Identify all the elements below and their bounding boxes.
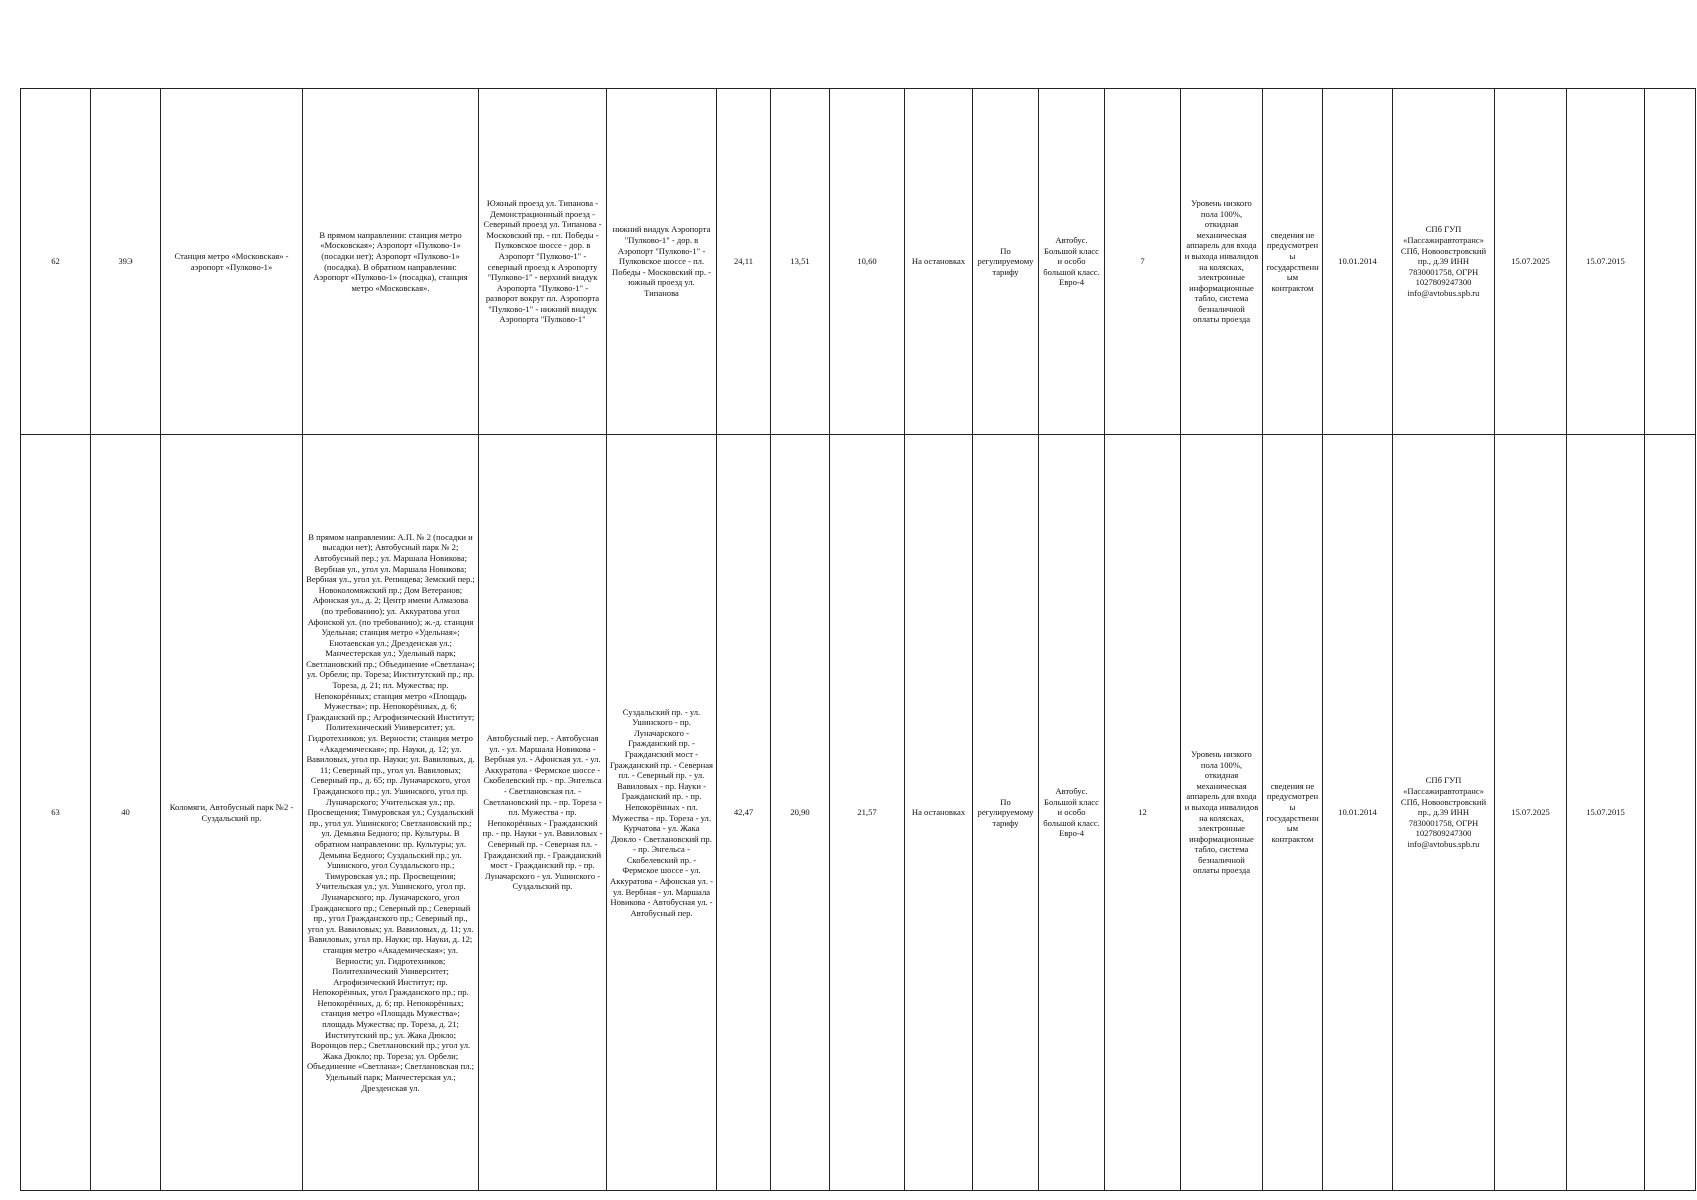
route-stops: В прямом направлении: станция метро «Московская»; Аэропорт «Пулково-1» (посадки нет); Аэропорт «Пулково-1» (посадка). В обратном направлении: Аэропорт «Пулково-1» (посадка), станция метро «Московская». (303, 89, 479, 435)
start-date: 10.01.2014 (1323, 89, 1393, 435)
vehicle-type: Автобус. Большой класс и особо большой класс. Евро-4 (1039, 89, 1105, 435)
route-streets-forward: Автобусный пер. - Автобусная ул. - ул. Маршала Новикова - Вербная ул. - Афонская ул. - ул. Аккуратова - Фермское шоссе - Скобелевский пр. - пр. Энгельса - Светлановская пл. - Светлановский пр. - пр. Тореза - пл. Мужества - пр. Непокорённых - Гражданский пр. - пр. Науки - ул. Вавиловых - Северный пр. - Северная пл. - Гражданский пр. - Гражданский мост - Гражданский пр. - пр. Луначарского - ул. Ушинского - Суздальский пр. (479, 435, 607, 1191)
vehicle-features: Уровень низкого пола 100%, откидная механическая аппарель для входа и выхода инвалидов на колясках, электронные информационные табло, система безналичной оплаты проезда (1181, 435, 1263, 1191)
contract-info: сведения не предусмотрены государственным контрактом (1263, 89, 1323, 435)
tariff-type: По регулируемому тарифу (973, 435, 1039, 1191)
route-name: Станция метро «Московская» - аэропорт «Пулково-1» (161, 89, 303, 435)
vehicle-count: 7 (1105, 89, 1181, 435)
route-index: 62 (21, 89, 91, 435)
carrier-info: СПб ГУП «Пассажиравтотранс» СПб, Новоовстровский пр., д.39 ИНН 7830001758, ОГРН 1027809247300 info@avtobus.spb.ru (1393, 435, 1495, 1191)
table-row (21, 435, 1696, 1191)
vehicle-type: Автобус. Большой класс и особо большой класс. Евро-4 (1039, 435, 1105, 1191)
route-length-forward: 20,90 (771, 435, 830, 1191)
route-index: 63 (21, 435, 91, 1191)
vehicle-features: Уровень низкого пола 100%, откидная механическая аппарель для входа и выхода инвалидов на колясках, электронные информационные табло, система безналичной оплаты проезда (1181, 89, 1263, 435)
empty-cell (1645, 89, 1696, 435)
empty-cell (1645, 435, 1696, 1191)
route-number: 39Э (91, 89, 161, 435)
route-number: 40 (91, 435, 161, 1191)
route-name: Коломяги, Автобусный парк №2 - Суздальский пр. (161, 435, 303, 1191)
route-streets-backward: Суздальский пр. - ул. Ушинского - пр. Луначарского - Гражданский пр. - Гражданский мост - Гражданский пр. - Северная пл. - Северный пр. - ул. Вавиловых - пр. Науки - Гражданский пр. - пр. Непокорённых - пл. Мужества - пр. Тореза - ул. Курчатова - ул. Жака Дюкло - Светлановский пр. - пр. Энгельса - Скобелевский пр. - Фермское шоссе - ул. Аккуратова - Афонская ул. - ул. Вербная - ул. Маршала Новикова - Автобусная ул. - Автобусный пер. (607, 435, 717, 1191)
route-length-total: 42,47 (717, 435, 771, 1191)
stop-order: На остановках (905, 435, 973, 1191)
route-streets-backward: нижний виадук Аэропорта "Пулково-1" - дор. в Аэропорт "Пулково-1" - Пулковское шоссе - пл. Победы - Московский пр. - южный проезд ул. Типанова (607, 89, 717, 435)
date-cell-b: 15.07.2015 (1567, 435, 1645, 1191)
route-stops: В прямом направлении: А.П. № 2 (посадки и высадки нет); Автобусный парк № 2; Автобусный пер.; ул. Маршала Новикова; Вербная ул., угол ул. Маршала Новикова; Вербная ул., угол ул. Репищева; Земский пер.; Новоколомяжский пр.; Дом Ветеранов; Афонская ул., д. 2; Центр имени Алмазова (по требованию); ул. Аккуратова угол Афонской ул. (по требованию); ж.-д. станция Удельная; станция метро «Удельная»; Енотаевская ул.; Дрезденская ул.; Манчестерская ул.; Удельный парк; Светлановский пр.; Объединение «Светлана»; ул. Орбели; пр. Тореза; Институтский пр.; пр. Тореза, д. 21; пл. Мужества; пр. Непокорённых; станция метро «Площадь Мужества»; пр. Непокорённых, д. 6; Гражданский пр.; Агрофизический Институт; Политехнический Университет; ул. Гидротехников; ул. Верности; станция метро «Академическая»; пр. Науки, д. 12; ул. Вавиловых, угол пр. Науки; ул. Вавиловых, д. 11; Северный пр., угол ул. Вавиловых; Северный пр., д. 65; пр. Луначарского, угол Гражданского пр.; ул. Ушинского, угол пр. Луначарского; Учительская ул.; пр. Просвещения; Тимуровская ул.; Суздальский пр., угол ул. Ушинского; Светлановский пр.; ул. Демьяна Бедного; пр. Культуры. В обратном направлении: пр. Культуры; ул. Демьяна Бедного; Суздальский пр.; ул. Ушинского, угол Суздальского пр.; Тимуровская ул.; пр. Просвещения; Учительская ул.; ул. Ушинского, угол пр. Луначарского; пр. Луначарского, угол Гражданского пр.; Северный пр.; Северный пр., угол Гражданского пр.; Северный пр., угол ул. Вавиловых; ул. Вавиловых, д. 11; ул. Вавиловых, угол пр. Науки; пр. Науки, д. 12; станция метро «Академическая»; ул. Верности; ул. Гидротехников; Политехнический Университет; Агрофизический Институт; пр. Непокорённых, угол Гражданского пр.; пр. Непокорённых, д. 6; пр. Непокорённых; станция метро «Площадь Мужества»; площадь Мужества; пр. Тореза, д. 21; Институтский пр.; ул. Жака Дюкло; Воронцов пер.; Светлановский пр.; угол ул. Жака Дюкло; пр. Тореза; ул. Орбели; Объединение «Светлана»; Светлановская пл.; Удельный парк; Манчестерская ул.; Дрезденская ул. (303, 435, 479, 1191)
route-registry-table (20, 88, 1696, 1191)
date-cell-b: 15.07.2015 (1567, 89, 1645, 435)
contract-info: сведения не предусмотрены государственным контрактом (1263, 435, 1323, 1191)
route-length-backward: 10,60 (830, 89, 905, 435)
date-cell-a: 15.07.2025 (1495, 435, 1567, 1191)
start-date: 10.01.2014 (1323, 435, 1393, 1191)
route-length-total: 24,11 (717, 89, 771, 435)
stop-order: На остановках (905, 89, 973, 435)
route-streets-forward: Южный проезд ул. Типанова - Демонстрационный проезд - Северный проезд ул. Типанова - Московский пр. - пл. Победы - Пулковское шоссе - дор. в Аэропорт "Пулково-1" - северный проезд к Аэропорту "Пулково-1" - верхний виадук Аэропорта "Пулково-1" - разворот вокруг пл. Аэропорта "Пулково-1" - нижний виадук Аэропорта "Пулково-1" (479, 89, 607, 435)
carrier-info: СПб ГУП «Пассажиравтотранс» СПб, Новоовстровский пр., д.39 ИНН 7830001758, ОГРН 1027809247300 info@avtobus.spb.ru (1393, 89, 1495, 435)
route-length-backward: 21,57 (830, 435, 905, 1191)
vehicle-count: 12 (1105, 435, 1181, 1191)
table-row (21, 89, 1696, 435)
tariff-type: По регулируемому тарифу (973, 89, 1039, 435)
route-length-forward: 13,51 (771, 89, 830, 435)
date-cell-a: 15.07.2025 (1495, 89, 1567, 435)
